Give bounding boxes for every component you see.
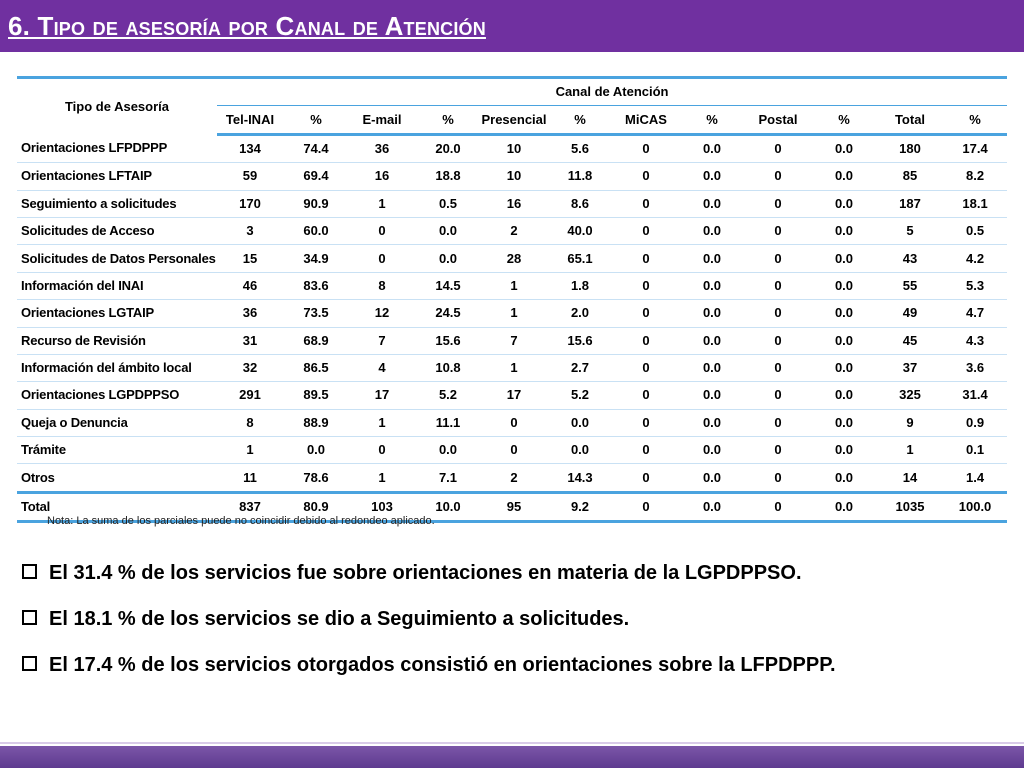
table-cell: 2.0 [547, 300, 613, 327]
bullet-item [22, 553, 836, 599]
table-cell: 10 [481, 134, 547, 162]
table-cell: 3 [217, 217, 283, 244]
bullet-text: El 18.1 % de los servicios se dio a Seguimiento a solicitudes. [49, 608, 630, 630]
table-cell: 14 [902, 469, 918, 485]
table-cell: 325 [877, 382, 943, 409]
checkbox-bullet-icon [22, 610, 37, 625]
table-cell: 5.2 [547, 382, 613, 409]
table-cell: 11.1 [415, 409, 481, 436]
table-cell: 1 [349, 409, 415, 436]
advisory-table [17, 76, 1007, 523]
table-cell: 0 [745, 327, 811, 354]
table-cell: 0 [745, 300, 811, 327]
table-cell: 0.0 [811, 382, 877, 409]
row-label: Solicitudes de Datos Personales [17, 245, 217, 272]
table-cell: 0.0 [415, 217, 481, 244]
table-cell: 4.2 [943, 245, 1007, 272]
table-cell: 8 [349, 272, 415, 299]
table-cell: 0.0 [679, 134, 745, 162]
bottom-divider [0, 742, 1024, 744]
table-cell: 0.0 [679, 217, 745, 244]
total-cell: 80.9 [283, 492, 349, 521]
table-cell: 31.4 [943, 382, 1007, 409]
table-cell: 17 [349, 382, 415, 409]
table-cell: 46 [217, 272, 283, 299]
table-cell: 55 [877, 272, 943, 299]
table-cell: 0 [745, 437, 811, 464]
table-cell: 0 [613, 382, 679, 409]
table-cell: 31 [217, 327, 283, 354]
table-cell: 0.0 [415, 245, 481, 272]
checkbox-bullet-icon [22, 564, 37, 579]
table-cell: 16 [481, 190, 547, 217]
total-cell: 103 [349, 492, 415, 521]
table-cell: 0.0 [547, 437, 613, 464]
table-cell: 36 [217, 300, 283, 327]
row-label: Recurso de Revisión [17, 327, 217, 354]
row-header: Tipo de Asesoría [17, 78, 217, 135]
table-cell: 69.4 [283, 163, 349, 190]
table-cell: 49 [877, 300, 943, 327]
table-cell: 0 [642, 469, 650, 485]
table-cell: 0 [613, 409, 679, 436]
table-cell: 0.0 [679, 300, 745, 327]
table-cell: 0 [481, 437, 547, 464]
table-cell: 0.0 [811, 409, 877, 436]
table-cell: 0.0 [679, 409, 745, 436]
table-cell: 78.6 [303, 469, 329, 485]
table-cell: 36 [349, 134, 415, 162]
table-cell: 1 [481, 272, 547, 299]
table-cell: 0.0 [811, 300, 877, 327]
table-cell: 5 [877, 217, 943, 244]
row-label: Orientaciones LGTAIP [17, 300, 217, 327]
bullet-text: El 17.4 % de los servicios otorgados consistió en orientaciones sobre la LFPDPPP. [49, 654, 836, 676]
table-cell: 14.3 [567, 469, 593, 485]
table-cell: 11.8 [547, 163, 613, 190]
table-cell: 0 [613, 327, 679, 354]
table-cell: 0.0 [679, 437, 745, 464]
table-cell: 0 [481, 409, 547, 436]
table-cell: 1.4 [965, 469, 985, 485]
table-cell: 4 [349, 354, 415, 381]
table-row [17, 437, 1007, 464]
column-header: % [679, 106, 745, 134]
table-cell: 43 [877, 245, 943, 272]
table-row [17, 163, 1007, 190]
table-cell: 16 [349, 163, 415, 190]
column-header: Total [877, 106, 943, 134]
table-cell: 0.0 [811, 190, 877, 217]
table-cell: 0.0 [547, 409, 613, 436]
total-cell: 837 [217, 492, 283, 521]
table-cell: 17.4 [943, 134, 1007, 162]
table-cell: 15.6 [415, 327, 481, 354]
title-bar [0, 0, 1024, 52]
table-cell: 5.3 [943, 272, 1007, 299]
table-cell: 89.5 [283, 382, 349, 409]
table-cell: 10 [481, 163, 547, 190]
table-cell: 1 [378, 469, 386, 485]
row-label: Orientaciones LFTAIP [17, 163, 217, 190]
column-header: Presencial [481, 106, 547, 134]
column-header: MiCAS [613, 106, 679, 134]
table-cell: 1 [217, 437, 283, 464]
table-cell: 0.0 [811, 245, 877, 272]
row-label: Trámite [17, 437, 217, 464]
table-cell: 20.0 [415, 134, 481, 162]
column-header: % [415, 106, 481, 134]
total-cell: 10.0 [415, 492, 481, 521]
table-row [17, 464, 1007, 492]
table-cell: 0.5 [943, 217, 1007, 244]
table-cell: 0.0 [679, 163, 745, 190]
table-cell: 0.0 [811, 134, 877, 162]
total-cell: 9.2 [547, 492, 613, 521]
table-cell: 0.0 [811, 272, 877, 299]
table-cell: 37 [877, 354, 943, 381]
table-cell: 34.9 [283, 245, 349, 272]
checkbox-bullet-icon [22, 656, 37, 671]
total-cell: 95 [481, 492, 547, 521]
table-cell: 0 [613, 217, 679, 244]
table-cell: 0.0 [811, 437, 877, 464]
table-cell: 0.0 [679, 245, 745, 272]
table-cell: 0.0 [679, 354, 745, 381]
table-cell: 0.0 [834, 469, 854, 485]
row-label: Orientaciones LGPDPPSO [17, 382, 217, 409]
table-cell: 0 [613, 163, 679, 190]
total-label: Total [17, 492, 217, 521]
table-cell: 0 [745, 163, 811, 190]
table-cell: 291 [217, 382, 283, 409]
table-cell: 3.6 [943, 354, 1007, 381]
table-row [17, 409, 1007, 436]
row-label: Información del ámbito local [17, 354, 217, 381]
table-cell: 12 [349, 300, 415, 327]
table-cell: 11 [243, 469, 257, 485]
table-cell: 59 [217, 163, 283, 190]
table-cell: 86.5 [283, 354, 349, 381]
table-cell: 0.0 [811, 354, 877, 381]
table-row [17, 327, 1007, 354]
table-cell: 8.6 [547, 190, 613, 217]
table-cell: 17 [481, 382, 547, 409]
table-cell: 60.0 [283, 217, 349, 244]
table-cell: 7 [349, 327, 415, 354]
table-cell: 8.2 [943, 163, 1007, 190]
table-cell: 134 [217, 134, 283, 162]
table-cell: 0.0 [679, 272, 745, 299]
table-cell: 68.9 [283, 327, 349, 354]
table-cell: 28 [481, 245, 547, 272]
table-cell: 2 [510, 469, 518, 485]
table-cell: 83.6 [283, 272, 349, 299]
table-cell: 8 [217, 409, 283, 436]
column-header: Tel-INAI [217, 106, 283, 134]
table-row [17, 382, 1007, 409]
table-cell: 24.5 [415, 300, 481, 327]
table-cell: 0 [745, 245, 811, 272]
slide-title: 6. Tipo de asesoría por Canal de Atención [8, 11, 486, 41]
bottom-bar [0, 746, 1024, 768]
column-header: % [943, 106, 1007, 134]
table-cell: 5.2 [415, 382, 481, 409]
table-cell: 0 [774, 469, 782, 485]
total-cell: 0.0 [811, 492, 877, 521]
table-cell: 0.5 [415, 190, 481, 217]
table-cell: 14.5 [415, 272, 481, 299]
table-cell: 0.0 [702, 469, 722, 485]
table-row [17, 272, 1007, 299]
table-cell: 0 [613, 300, 679, 327]
table-cell: 0 [613, 134, 679, 162]
row-label: Solicitudes de Acceso [17, 217, 217, 244]
table-body [17, 134, 1007, 492]
table-cell: 0 [613, 272, 679, 299]
table-cell: 170 [217, 190, 283, 217]
table-cell: 0.0 [679, 327, 745, 354]
table-cell: 18.1 [943, 190, 1007, 217]
table-cell: 0 [349, 217, 415, 244]
table-cell: 40.0 [547, 217, 613, 244]
column-header: % [547, 106, 613, 134]
table-row [17, 300, 1007, 327]
row-label: Información del INAI [17, 272, 217, 299]
total-cell: 0 [745, 492, 811, 521]
table-cell: 10.8 [415, 354, 481, 381]
table-cell: 7 [481, 327, 547, 354]
table-cell: 7.1 [438, 469, 458, 485]
table-cell: 5.6 [547, 134, 613, 162]
row-label: Orientaciones LFPDPPP [17, 134, 217, 162]
table-cell: 0.1 [943, 437, 1007, 464]
table-cell: 0.0 [811, 163, 877, 190]
bullet-item [22, 599, 836, 645]
bullet-text: El 31.4 % de los servicios fue sobre orientaciones en materia de la LGPDPPSO. [49, 562, 802, 584]
table-cell: 9 [877, 409, 943, 436]
table-cell: 65.1 [547, 245, 613, 272]
table-cell: 73.5 [283, 300, 349, 327]
table-cell: 0 [349, 437, 415, 464]
table-cell: 0 [745, 190, 811, 217]
table-cell: 4.7 [943, 300, 1007, 327]
table-cell: 1 [481, 300, 547, 327]
table-cell: 4.3 [943, 327, 1007, 354]
table-cell: 180 [877, 134, 943, 162]
table-cell: 32 [217, 354, 283, 381]
total-cell: 0 [613, 492, 679, 521]
table-cell: 45 [877, 327, 943, 354]
table-cell: 1 [481, 354, 547, 381]
table-cell: 0.0 [415, 437, 481, 464]
table-cell: 0 [745, 134, 811, 162]
column-header: % [283, 106, 349, 134]
table-row [17, 245, 1007, 272]
table-cell: 0.0 [283, 437, 349, 464]
table-cell: 88.9 [283, 409, 349, 436]
row-label: Seguimiento a solicitudes [17, 190, 217, 217]
table-cell: 0.0 [679, 382, 745, 409]
table-cell: 85 [877, 163, 943, 190]
row-label: Otros [21, 469, 55, 485]
table-cell: 2 [481, 217, 547, 244]
table-cell: 15 [217, 245, 283, 272]
table-cell: 187 [877, 190, 943, 217]
row-label: Queja o Denuncia [17, 409, 217, 436]
table-cell: 0 [613, 354, 679, 381]
table-cell: 90.9 [283, 190, 349, 217]
table-cell: 0.0 [811, 217, 877, 244]
table-cell: 0.0 [811, 327, 877, 354]
column-header: Postal [745, 106, 811, 134]
footnote: Nota: La suma de los parciales puede no coincidir debido al redondeo aplicado. [47, 515, 435, 527]
table-cell: 0 [745, 382, 811, 409]
table-cell: 0 [613, 437, 679, 464]
table-cell: 0 [745, 409, 811, 436]
table-cell: 0 [745, 217, 811, 244]
table-cell: 0.9 [943, 409, 1007, 436]
column-header: E-mail [349, 106, 415, 134]
table-cell: 1.8 [547, 272, 613, 299]
bullet-list [22, 553, 836, 691]
table-row [17, 134, 1007, 162]
table-cell: 0 [745, 354, 811, 381]
table-cell: 74.4 [283, 134, 349, 162]
group-header: Canal de Atención [217, 78, 1007, 106]
column-header: % [811, 106, 877, 134]
table-header [17, 78, 1007, 135]
table-row [17, 354, 1007, 381]
table-cell: 15.6 [547, 327, 613, 354]
table-cell: 0 [613, 245, 679, 272]
table-cell: 0.0 [679, 190, 745, 217]
total-cell: 1035 [877, 492, 943, 521]
table-cell: 2.7 [547, 354, 613, 381]
total-cell: 100.0 [943, 492, 1007, 521]
table-cell: 18.8 [415, 163, 481, 190]
table-cell: 0 [613, 190, 679, 217]
table-cell: 1 [877, 437, 943, 464]
table-cell: 1 [349, 190, 415, 217]
table-cell: 0 [349, 245, 415, 272]
total-cell: 0.0 [679, 492, 745, 521]
table-row [17, 217, 1007, 244]
bullet-item [22, 645, 836, 691]
table-cell: 0 [745, 272, 811, 299]
table-container [17, 76, 993, 523]
table-row [17, 190, 1007, 217]
